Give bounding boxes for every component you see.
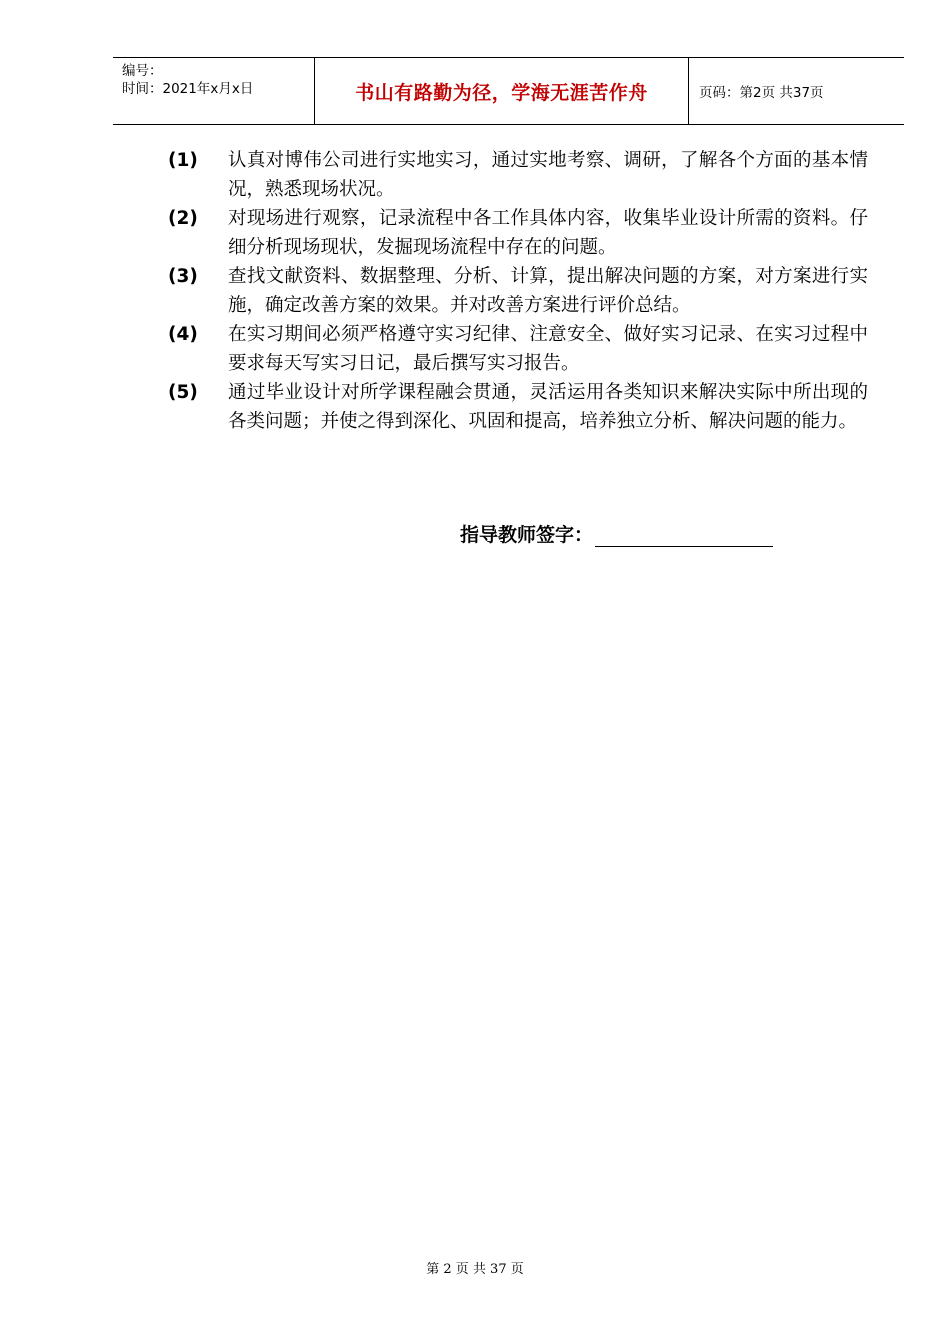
list-item-text: 对现场进行观察，记录流程中各工作具体内容，收集毕业设计所需的资料。仔细分析现场现状，发掘现场流程中存在的问题。	[228, 208, 868, 258]
header-page-info: 页码：第2页 共37页	[699, 85, 824, 101]
list-item-text: 查找文献资料、数据整理、分析、计算，提出解决问题的方案，对方案进行实施，确定改善方案的效果。并对改善方案进行评价总结。	[228, 266, 868, 316]
serial-label: 编号：	[122, 63, 163, 79]
list-item	[168, 320, 868, 378]
signature-block	[460, 520, 773, 547]
list-item-text: 通过毕业设计对所学课程融会贯通，灵活运用各类知识来解决实际中所出现的各类问题；并使之得到深化、巩固和提高，培养独立分析、解决问题的能力。	[228, 382, 868, 432]
requirements-list	[168, 146, 868, 436]
list-item-text: 认真对博伟公司进行实地实习，通过实地考察、调研，了解各个方面的基本情况，熟悉现场状况。	[228, 150, 868, 200]
header-meta	[113, 58, 315, 124]
time-label: 时间：2021年x月x日	[122, 81, 254, 97]
list-item	[168, 146, 868, 204]
page-footer	[0, 1258, 950, 1277]
header-page-info-cell	[689, 58, 904, 124]
header-motto: 书山有路勤为径，学海无涯苦作舟	[355, 81, 648, 104]
page-header	[113, 57, 904, 125]
signature-label: 指导教师签字：	[460, 524, 594, 546]
list-item-number: (4)	[168, 324, 198, 345]
list-item	[168, 378, 868, 436]
header-motto-cell	[315, 58, 689, 124]
list-item-text: 在实习期间必须严格遵守实习纪律、注意安全、做好实习记录、在实习过程中要求每天写实习日记，最后撰写实习报告。	[228, 324, 868, 374]
signature-line	[595, 524, 773, 547]
list-item-number: (1)	[168, 150, 198, 171]
footer-page-number: 第 2 页 共 37 页	[426, 1262, 524, 1277]
list-item-number: (5)	[168, 382, 198, 403]
list-item	[168, 262, 868, 320]
list-item-number: (2)	[168, 208, 198, 229]
list-item-number: (3)	[168, 266, 198, 287]
list-item	[168, 204, 868, 262]
